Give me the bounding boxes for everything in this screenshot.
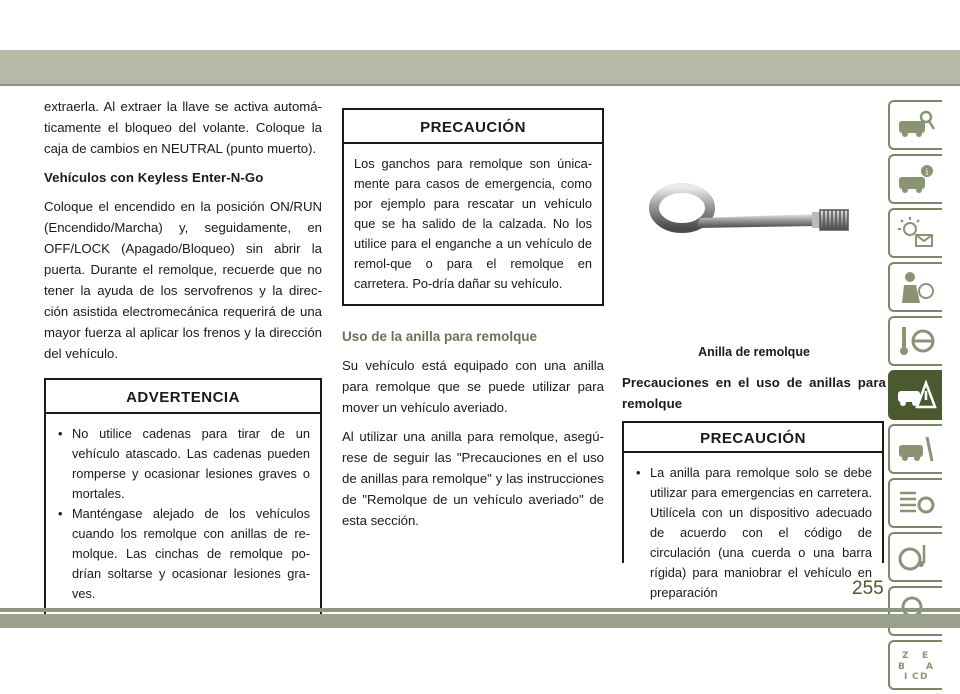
paragraph: Su vehículo está equipado con una anilla para remolque que se puede utilizar para mover un vehículo averiado. [342, 358, 604, 415]
footer-band [0, 614, 960, 628]
seat-airbag-icon[interactable] [888, 262, 942, 312]
language-index-icon[interactable] [888, 640, 942, 690]
chapter-tabs [888, 100, 944, 694]
caution-body: Los ganchos para remolque son única-mente para casos de emergencia, como por ejemplo para rescatar un vehículo que se ha salido de la calzada. No los utilice para el enganche a un vehículo de remol-que o para el remolque en carretera. Po-dría dañar su vehículo. [354, 156, 592, 291]
column-1 [44, 96, 322, 616]
column-2 [342, 108, 604, 539]
section-heading: Vehículos con Keyless Enter-N-Go [44, 170, 264, 185]
svg-text:D: D [920, 672, 928, 682]
page-number: 255 [852, 578, 884, 599]
warning-title: ADVERTENCIA [46, 380, 320, 414]
footer-rule [0, 608, 960, 612]
specifications-icon[interactable] [888, 478, 942, 528]
svg-text:A: A [926, 662, 933, 672]
steering-wheel-icon[interactable] [888, 316, 942, 366]
svg-text:E: E [922, 651, 929, 661]
svg-text:B: B [898, 662, 905, 672]
multimedia-icon[interactable] [888, 532, 942, 582]
warning-lights-icon[interactable] [888, 208, 942, 258]
paragraph: Al utilizar una anilla para remolque, asegú-rese de seguir las "Precauciones en el uso de anillas para remolque" y las instrucciones de "Remolque de un vehículo averiado" de esta sección. [342, 429, 604, 528]
caution-title: PRECAUCIÓN [624, 423, 882, 453]
caution-body [624, 453, 882, 613]
car-maintenance-icon[interactable] [888, 424, 942, 474]
warning-item: • No utilice cadenas para tirar de un vehículo atascado. Las cadenas pueden romperse y ocasionar lesiones graves o mortales. [56, 424, 310, 504]
figure-caption: Anilla de remolque [698, 345, 810, 359]
header-band [0, 50, 960, 84]
svg-text:C: C [912, 672, 919, 682]
caution-title: PRECAUCIÓN [344, 110, 602, 144]
warning-item: • Manténgase alejado de los vehículos cuando los remolque con anillas de re-molque. Las cinchas de remolque po-drían soltarse y ocasionar lesiones gra-ves. [56, 504, 310, 604]
warning-box [44, 378, 322, 616]
car-info-icon[interactable] [888, 154, 942, 204]
svg-text:Z: Z [902, 651, 909, 661]
subheading: Uso de la anilla para remolque [342, 329, 538, 344]
paragraph: extraerla. Al extraer la llave se activa automá-ticamente el bloqueo del volante. Coloque la caja de cambios en NEUTRAL (punto muerto). [44, 99, 322, 156]
paragraph: Coloque el encendido en la posición ON/RUN (Encendido/Marcha) y, seguidamente, en OFF/LOCK (Apagado/Bloqueo) sin abrir la puerta. Durante el remolque, recuerde que no tener la ayuda de los servofrenos y la direc-ción asistida electromecánica requerirá de una mayor fuerza al aplicar los frenos y la dirección del vehículo. [44, 199, 322, 361]
caution-item: • La anilla para remolque solo se debe utilizar para emergencias en carretera. Utilícela con un dispositivo adecuado de acuerdo con el código de circulación (una cuerda o una barra rígida) para maniobrar el vehículo en preparación [634, 463, 872, 603]
roadside-emergency-icon[interactable] [888, 370, 942, 420]
caution-box [342, 108, 604, 306]
header-rule [0, 84, 960, 86]
warning-body [46, 414, 320, 614]
car-key-icon[interactable] [888, 100, 942, 150]
tow-eye-illustration [650, 180, 860, 280]
section-heading: Precauciones en el uso de anillas para remolque [622, 375, 886, 411]
svg-text:I: I [904, 672, 908, 682]
svg-text:i: i [925, 168, 929, 178]
